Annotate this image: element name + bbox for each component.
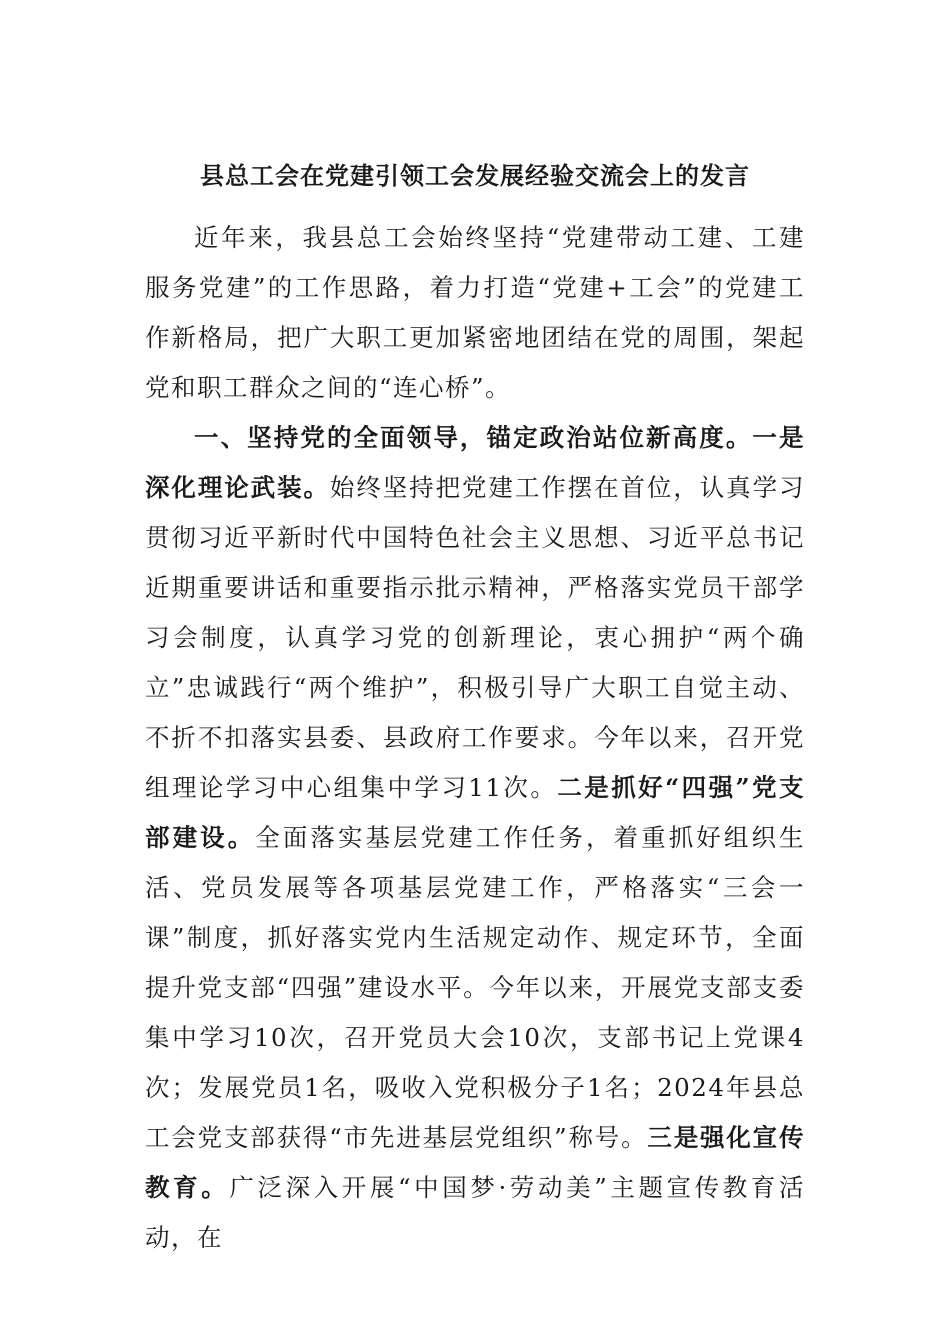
section-one-paragraph: [145, 413, 805, 1263]
intro-paragraph: 近年来，我县总工会始终坚持“党建带动工建、工建服务党建”的工作思路，着力打造“党建+工会”的党建工作新格局，把广大职工更加紧密地团结在党的周围，架起党和职工群众之间的“连心桥”。: [145, 223, 805, 402]
section-one-heading: 一、坚持党的全面领导，锚定政治站位新高度。: [194, 423, 753, 452]
subpoint-one-text: 始终坚持把党建工作摆在首位，认真学习贯彻习近平新时代中国特色社会主义思想、习近平总书记近期重要讲话和重要指示批示精神，严格落实党员干部学习会制度，认真学习党的创新理论，衷心拥护“两个确立”忠诚践行“两个维护”，积极引导广大职工自觉主动、不折不扣落实县委、县政府工作要求。今年以来，召开党组理论学习中心组集中学习11次。: [145, 473, 806, 802]
document-title: 县总工会在党建引领工会发展经验交流会上的发言: [200, 161, 750, 190]
document-body: [145, 213, 805, 1263]
subpoint-three-title: 三是强化宣传教育。: [145, 1123, 805, 1202]
subpoint-two-title: 二是抓好“四强”党支部建设。: [145, 773, 805, 852]
subpoint-one-title: 一是深化理论武装。: [145, 423, 806, 502]
subpoint-three-text: 广泛深入开展“中国梦·劳动美”主题宣传教育活动，在: [145, 1173, 806, 1252]
subpoint-two-text: 全面落实基层党建工作任务，着重抓好组织生活、党员发展等各项基层党建工作，严格落实“三会一课”制度，抓好落实党内生活规定动作、规定环节，全面提升党支部“四强”建设水平。今年以来，开展党支部支委集中学习10次，召开党员大会10次，支部书记上党课4次；发展党员1名，吸收入党积极分子1名；2024年县总工会党支部获得“市先进基层党组织”称号。: [145, 823, 806, 1152]
